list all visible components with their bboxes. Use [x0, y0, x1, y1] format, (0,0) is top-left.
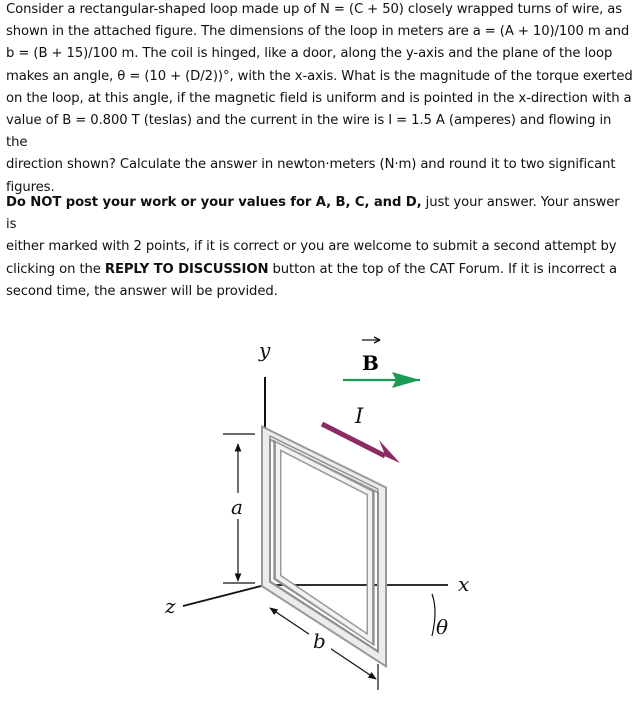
current-arrow	[322, 424, 385, 456]
question-line: shown in the attached figure. The dimensions of the loop in meters are a = (A + 10)/100 m and	[6, 24, 630, 40]
label-B: B	[362, 351, 379, 375]
question-line: value of B = 0.800 T (teslas) and the current in the wire is I = 1.5 A (amperes) and flowing in the	[6, 113, 612, 151]
label-theta: θ	[436, 615, 449, 639]
loop-diagram	[0, 330, 641, 715]
label-a: a	[231, 495, 243, 519]
label-I: I	[355, 404, 364, 428]
question-line: on the loop, at this angle, if the magnetic field is uniform and is pointed in the x-direction with a	[6, 90, 632, 106]
instructions-text-part: clicking on the	[6, 261, 105, 277]
reply-to-discussion-ref: REPLY TO DISCUSSION	[104, 261, 269, 277]
question-line: b = (B + 15)/100 m. The coil is hinged, like a door, along the y-axis and the plane of the loop	[6, 46, 613, 62]
instructions-bold-lead: Do NOT post your work or your values for A, B, C, and D,	[6, 195, 422, 210]
instructions-line	[6, 192, 634, 236]
instructions-line: either marked with 2 points, if it is correct or you are welcome to submit a second attempt by	[6, 239, 617, 255]
label-y: y	[259, 338, 271, 362]
wire-loop	[266, 433, 382, 659]
instructions-line	[6, 259, 634, 281]
question-line: direction shown? Calculate the answer in newton·meters (N·m) and round it to two significant	[6, 157, 616, 173]
instructions-text	[6, 192, 634, 303]
instructions-text-part: button at the top of the CAT Forum. If it is incorrect a	[268, 261, 618, 277]
instructions-text-rest: just your answer. Your answer is	[6, 195, 620, 233]
label-x: x	[458, 572, 470, 596]
theta-arc	[432, 594, 435, 636]
label-z: z	[165, 594, 176, 618]
z-axis	[183, 585, 265, 606]
instructions-line: second time, the answer will be provided.	[6, 283, 278, 299]
question-line: figures.	[6, 179, 55, 195]
question-line: Consider a rectangular-shaped loop made up of N = (C + 50) closely wrapped turns of wire, as	[6, 2, 623, 17]
question-text	[6, 0, 634, 199]
question-line: makes an angle, θ = (10 + (D/2))°, with the x-axis. What is the magnitude of the torque exerted	[6, 68, 633, 84]
label-b: b	[313, 629, 326, 653]
